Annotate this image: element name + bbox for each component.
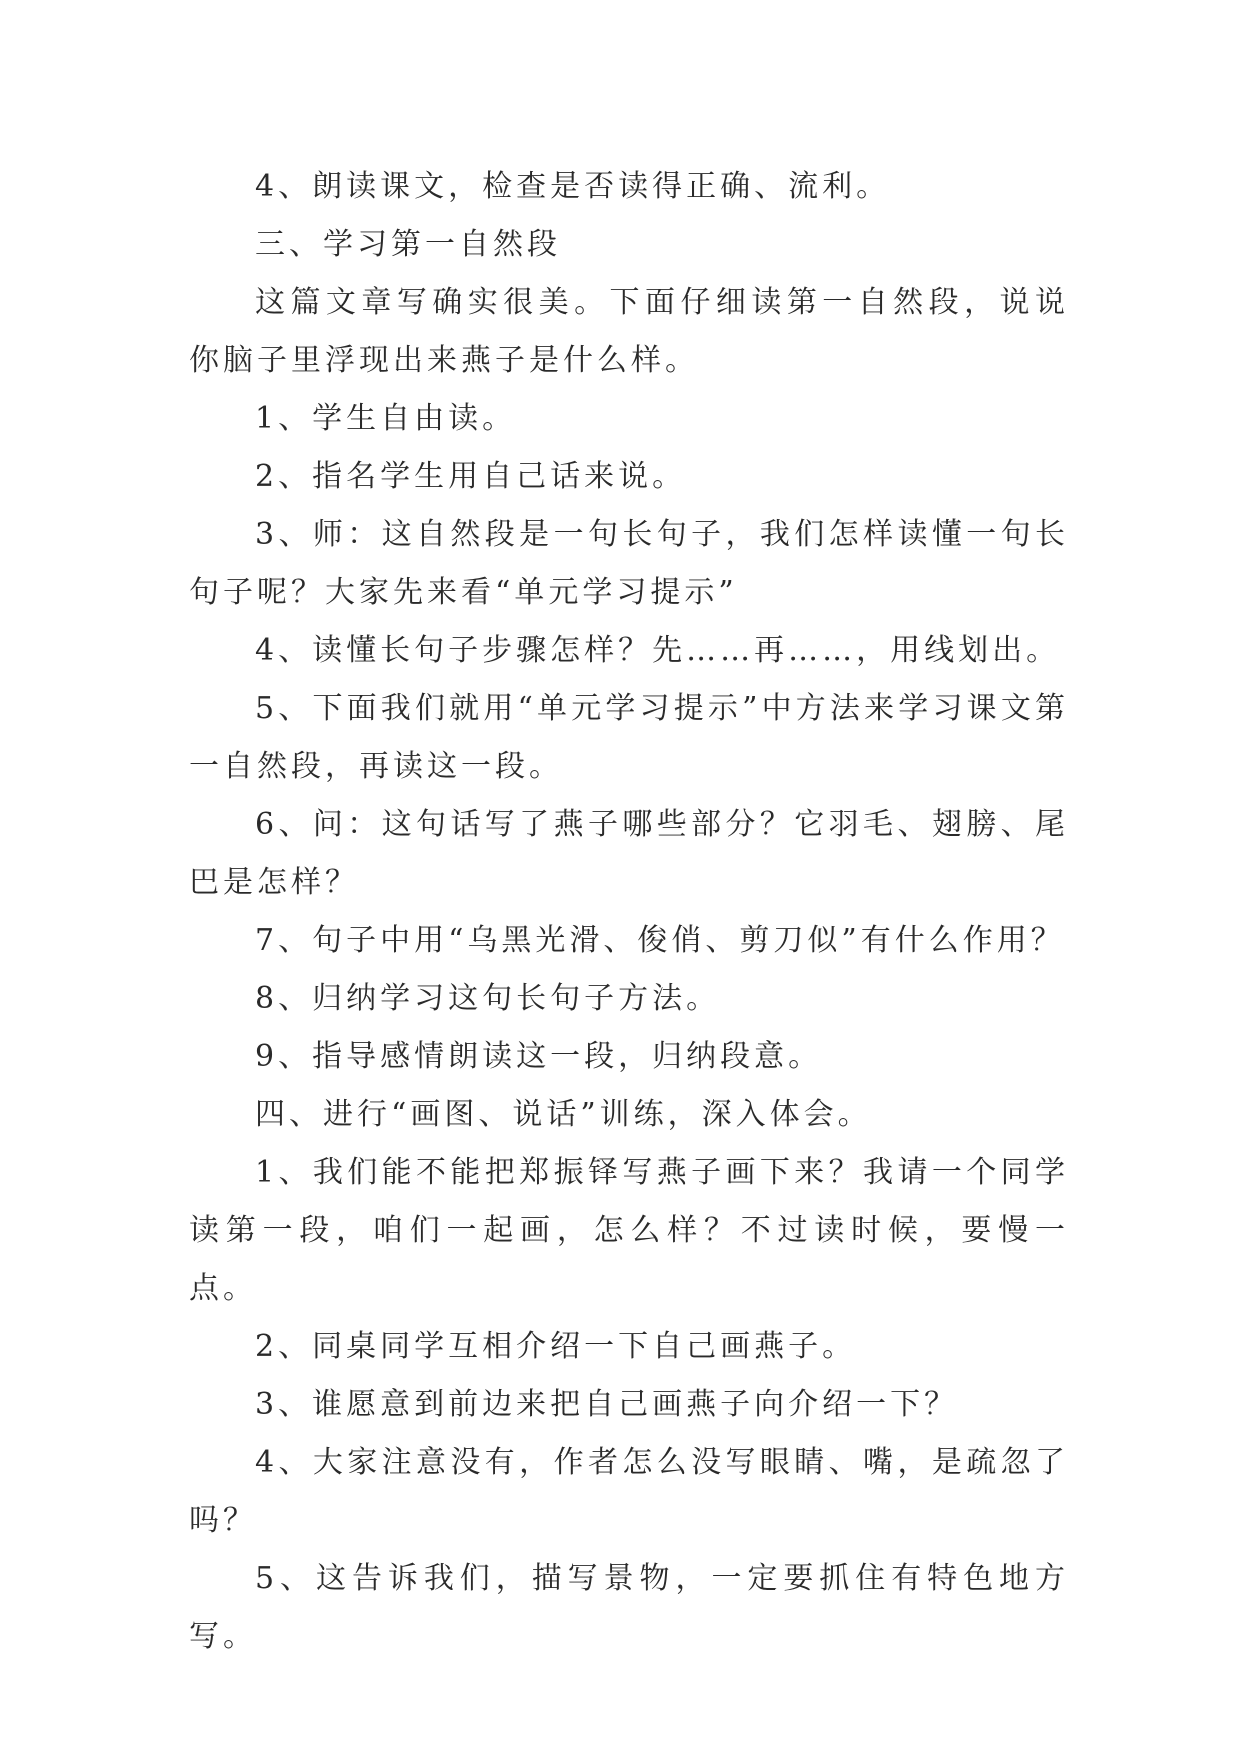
list-item-2: 2、指名学生用自己话来说。 [255, 459, 687, 494]
list-item-4-5: 5、这告诉我们，描写景物，一定要抓住有特色地方写。 [189, 1561, 1069, 1654]
list-item-4-3: 3、谁愿意到前边来把自己画燕子向介绍一下？ [255, 1387, 959, 1422]
document-body [189, 158, 1069, 1666]
list-item-6: 6、问：这句话写了燕子哪些部分？它羽毛、翅膀、尾巴是怎样？ [189, 807, 1069, 900]
list-item-7: 7、句子中用“乌黑光滑、俊俏、剪刀似”有什么作用？ [255, 923, 1065, 958]
list-item-4: 4、读懂长句子步骤怎样？先……再……，用线划出。 [255, 633, 1061, 668]
list-item-4-4: 4、大家注意没有，作者怎么没写眼睛、嘴，是疏忽了吗？ [189, 1445, 1069, 1538]
list-item-3: 3、师：这自然段是一句长句子，我们怎样读懂一句长句子呢？大家先来看“单元学习提示” [189, 517, 1069, 610]
section-heading-4: 四、进行“画图、说话”训练，深入体会。 [255, 1097, 872, 1132]
list-item-5: 5、下面我们就用“单元学习提示”中方法来学习课文第一自然段，再读这一段。 [189, 691, 1069, 784]
list-item-1: 1、学生自由读。 [255, 401, 517, 436]
paragraph-intro-first-section: 这篇文章写确实很美。下面仔细读第一自然段，说说你脑子里浮现出来燕子是什么样。 [189, 285, 1069, 378]
list-item-4-1: 1、我们能不能把郑振铎写燕子画下来？我请一个同学读第一段，咱们一起画，怎么样？不过读时候，要慢一点。 [189, 1155, 1069, 1306]
section-heading-3: 三、学习第一自然段 [255, 227, 561, 262]
list-item-8: 8、归纳学习这句长句子方法。 [255, 981, 721, 1016]
list-item-9: 9、指导感情朗读这一段，归纳段意。 [255, 1039, 823, 1074]
list-item-4-2: 2、同桌同学互相介绍一下自己画燕子。 [255, 1329, 857, 1364]
paragraph-read-aloud-check: 4、朗读课文，检查是否读得正确、流利。 [255, 169, 891, 204]
